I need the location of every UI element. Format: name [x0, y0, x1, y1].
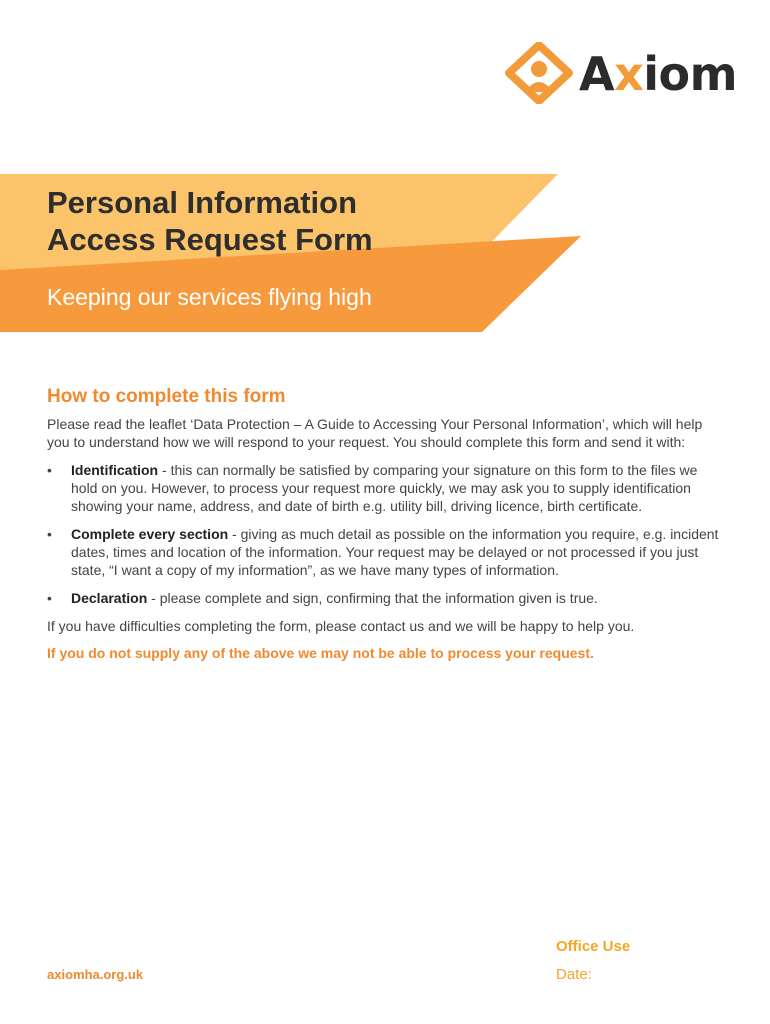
bullet-icon: •	[47, 462, 52, 478]
page-subtitle: Keeping our services flying high	[47, 284, 372, 310]
website-link[interactable]: axiomha.org.uk	[47, 967, 144, 982]
instructions-section	[47, 386, 719, 661]
office-date-label: Date:	[556, 966, 592, 983]
axiom-logo-wordmark: Axiom	[579, 47, 738, 101]
intro-paragraph: Please read the leaflet ‘Data Protection – A Guide to Accessing Your Personal Information’, which will help you to understand how we will respond to your request. You should complete this form and send it with:	[47, 416, 703, 450]
list-item-text: - this can normally be satisfied by comparing your signature on this form to the files we hold on you. However, to process your request more quickly, we may ask you to supply identification showing your name, address, and date of birth e.g. utility bill, driving licence, birth certificate.	[71, 462, 698, 514]
list-item	[47, 461, 719, 515]
list-item-text: - please complete and sign, confirming that the information given is true.	[147, 590, 598, 606]
page-title: Personal Information Access Request Form	[47, 185, 373, 257]
axiom-logo	[505, 42, 738, 104]
closing-paragraph: If you have difficulties completing the form, please contact us and we will be happy to help you.	[47, 618, 635, 634]
office-use-label: Office Use	[556, 938, 631, 955]
list-item-title: Declaration	[71, 590, 148, 606]
list-item	[47, 525, 719, 579]
bullet-icon: •	[47, 526, 52, 542]
list-item-title: Complete every section	[71, 526, 229, 542]
warning-notice: If you do not supply any of the above we may not be able to process your request.	[47, 645, 594, 661]
list-item-text: - giving as much detail as possible on the information you require, e.g. incident dates, times and location of the information. Your request may be delayed or not processed if you just state, “I want a copy of my information”, as we have many types of information.	[71, 526, 719, 578]
requirements-list	[47, 461, 719, 607]
bullet-icon: •	[47, 590, 52, 606]
list-item-title: Identification	[71, 462, 159, 478]
axiom-diamond-person-icon	[505, 42, 573, 104]
section-heading: How to complete this form	[47, 386, 286, 407]
list-item	[47, 589, 719, 607]
